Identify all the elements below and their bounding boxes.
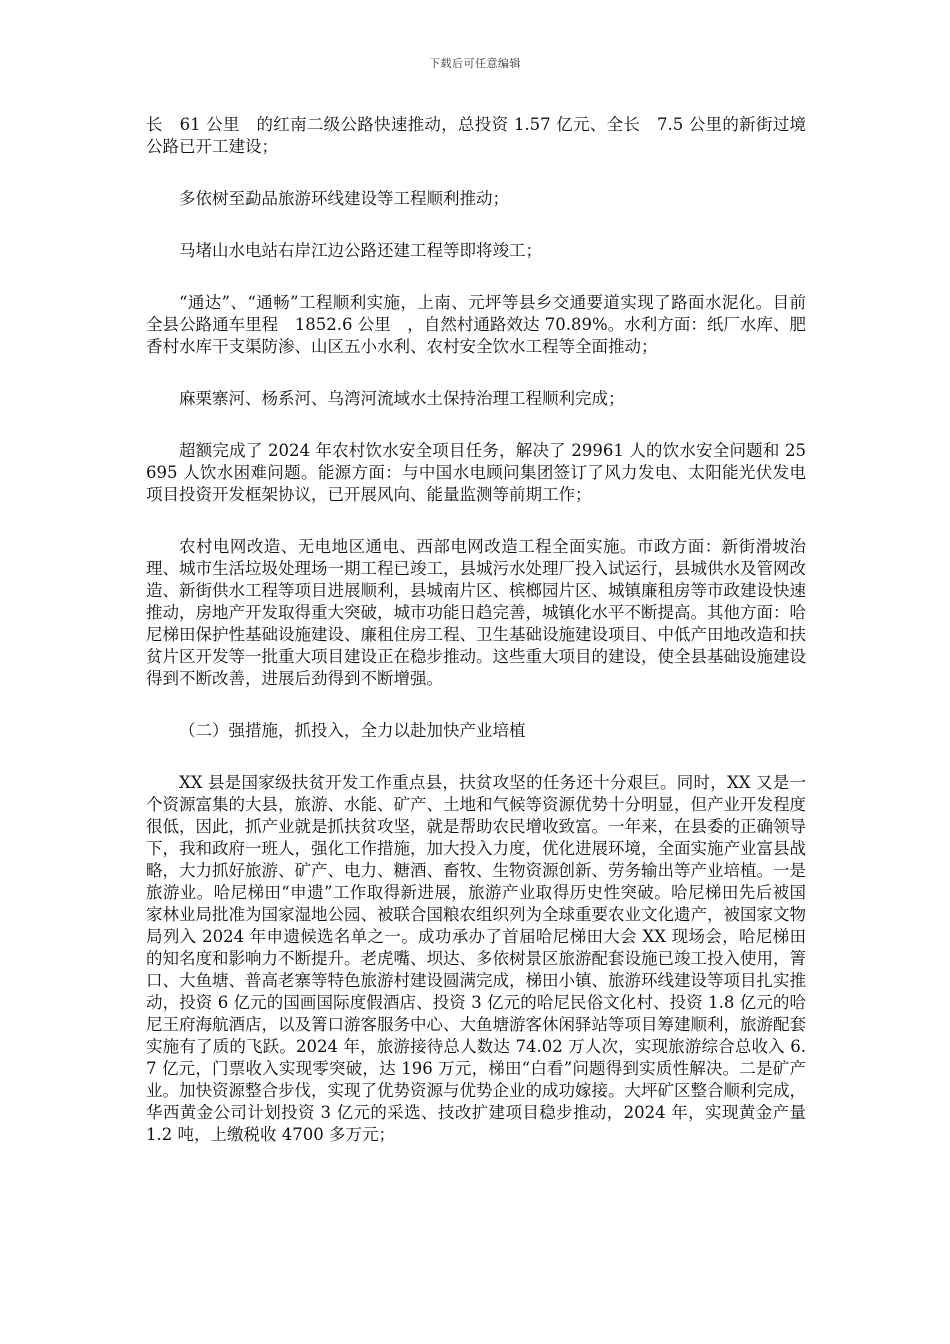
paragraph-drinking-water-energy: 超额完成了 2024 年农村饮水安全项目任务，解决了 29961 人的饮水安全问题和 25695 人饮水困难问题。能源方面：与中国水电顾问集团签订了风力发电、太阳能光伏发电项目投资开发框架协议，已开展风向、能量监测等前期工作； xyxy=(146,441,806,504)
paragraph-riverside-road: 马堵山水电站右岸江边公路还建工程等即将竣工； xyxy=(179,241,542,260)
paragraph-tourism-loop: 多依树至勐品旅游环线建设等工程顺利推动； xyxy=(179,189,509,208)
paragraph-roads-continued: 长 61 公里 的红南二级公路快速推动，总投资 1.57 亿元、全长 7.5 公里的新街过境公路已开工建设； xyxy=(146,115,806,156)
document-body xyxy=(146,114,806,1146)
paragraph-industry: XX 县是国家级扶贫开发工作重点县，扶贫攻坚的任务还十分艰巨。同时，XX 又是一个资源富集的大县，旅游、水能、矿产、土地和气候等资源优势十分明显，但产业开发程度很低，因此，抓产业就是抓扶贫攻坚，就是帮助农民增收致富。一年来，在县委的正确领导下，我和政府一班人，强化工作措施，加大投入力度，优化进展环境，全面实施产业富县战略，大力抓好旅游、矿产、电力、糖酒、畜牧、生物资源创新、劳务输出等产业培植。一是旅游业。哈尼梯田“申遗”工作取得新进展，旅游产业取得历史性突破。哈尼梯田先后被国家林业局批准为国家湿地公园、被联合国粮农组织列为全球重要农业文化遗产，被国家文物局列入 2024 年申遗候选名单之一。成功承办了首届哈尼梯田大会 XX 现场会，哈尼梯田的知名度和影响力不断提升。老虎嘴、坝达、多依树景区旅游配套设施已竣工投入使用，箐口、大鱼塘、普高老寨等特色旅游村建设圆满完成，梯田小镇、旅游环线建设等项目扎实推动，投资 6 亿元的国画国际度假酒店、投资 3 亿元的哈尼民俗文化村、投资 1.8 亿元的哈尼王府海航酒店，以及箐口游客服务中心、大鱼塘游客休闲驿站等项目筹建顺利，旅游配套实施有了质的飞跃。2024 年，旅游接待总人数达 74.02 万人次，实现旅游综合总收入 6.7 亿元，门票收入实现零突破，达 196 万元，梯田“白看”问题得到实质性解决。二是矿产业。加快资源整合步伐，实现了优势资源与优势企业的成功嫁接。大坪矿区整合顺利完成，华西黄金公司计划投资 3 亿元的采选、技改扩建项目稳步推动，2024 年，实现黄金产量 1.2 吨，上缴税收 4700 多万元； xyxy=(146,773,806,1144)
paragraph-soil-conservation: 麻栗寨河、杨系河、乌湾河流域水土保持治理工程顺利完成； xyxy=(179,389,625,408)
section-heading: （二）强措施，抓投入，全力以赴加快产业培植 xyxy=(179,721,526,740)
paragraph-grid-municipal: 农村电网改造、无电地区通电、西部电网改造工程全面实施。市政方面：新街滑坡治理、城市生活垃圾处理场一期工程已竣工，县城污水处理厂投入试运行，县城供水及管网改造、新街供水工程等项目进展顺利，县城南片区、槟榔园片区、城镇廉租房等市政建设快速推动，房地产开发取得重大突破，城市功能日趋完善，城镇化水平不断提高。其他方面：哈尼梯田保护性基础设施建设、廉租住房工程、卫生基础设施建设项目、中低产田地改造和扶贫片区开发等一批重大项目建设正在稳步推动。这些重大项目的建设，使全县基础设施建设得到不断改善，进展后劲得到不断增强。 xyxy=(146,537,806,688)
paragraph-road-access-water: “通达”、“通畅”工程顺利实施，上南、元坪等县乡交通要道实现了路面水泥化。目前全县公路通车里程 1852.6 公里 ，自然村通路效达 70.89%。水利方面：纸厂水库、肥香村水库干支渠防渗、山区五小水利、农村安全饮水工程等全面推动； xyxy=(146,293,806,356)
page-header: 下载后可任意编辑 xyxy=(429,57,521,70)
